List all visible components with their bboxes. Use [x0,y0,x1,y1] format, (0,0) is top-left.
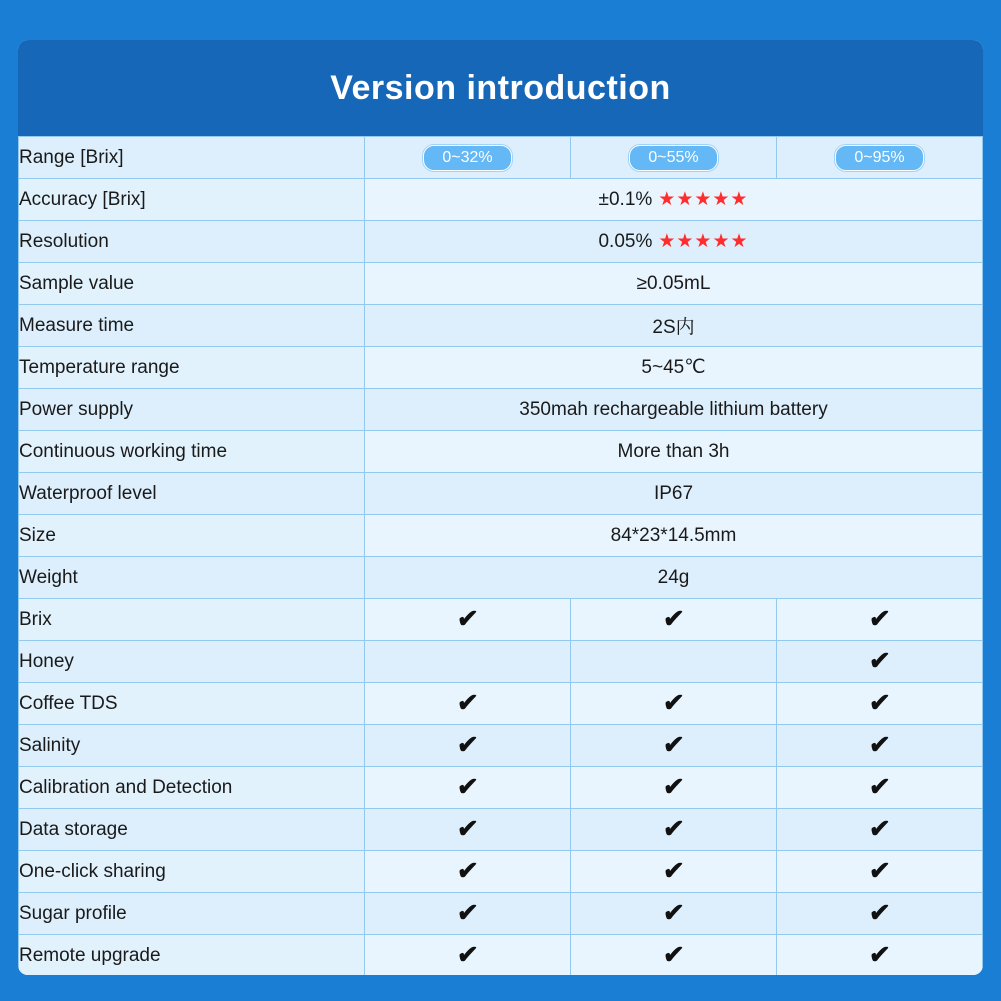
feature-cell-2 [571,851,777,893]
feature-cell-3 [777,809,983,851]
table-row-resolution [19,221,983,263]
check-icon: ✔ [867,856,892,885]
feature-cell-3 [777,599,983,641]
feature-cell-2 [571,683,777,725]
range-badge: 0~32% [423,145,511,171]
rating-stars: ★★★★★ [658,189,749,210]
feature-cell-3 [777,935,983,976]
row-value: 24g [365,557,983,599]
table-row-calibration-and-detection [19,767,983,809]
row-value: 350mah rechargeable lithium battery [365,389,983,431]
check-icon: ✔ [867,814,892,843]
table-row-accuracy [19,179,983,221]
row-label: Power supply [19,389,365,431]
feature-cell-3 [777,641,983,683]
row-value: 5~45℃ [365,347,983,389]
table-row-size [19,515,983,557]
feature-cell-3 [777,683,983,725]
spec-sheet-panel [18,40,983,975]
check-icon: ✔ [661,940,686,969]
table-row-range [19,137,983,179]
row-value: ≥0.05mL [365,263,983,305]
table-body [19,137,983,976]
check-icon: ✔ [867,772,892,801]
check-icon: ✔ [661,814,686,843]
feature-cell-2 [571,893,777,935]
check-icon: ✔ [661,772,686,801]
feature-cell-2 [571,641,777,683]
feature-cell-3 [777,893,983,935]
check-icon: ✔ [867,940,892,969]
feature-cell-1 [365,683,571,725]
feature-cell-1 [365,935,571,976]
check-icon: ✔ [455,772,480,801]
check-icon: ✔ [455,898,480,927]
row-label: Weight [19,557,365,599]
row-label: Measure time [19,305,365,347]
check-icon: ✔ [455,940,480,969]
feature-cell-3 [777,767,983,809]
check-icon: ✔ [661,898,686,927]
table-row-remote-upgrade [19,935,983,976]
row-label: Accuracy [Brix] [19,179,365,221]
feature-cell-1 [365,599,571,641]
row-label: Sugar profile [19,893,365,935]
range-cell-2 [571,137,777,179]
check-icon: ✔ [867,688,892,717]
row-value: More than 3h [365,431,983,473]
feature-cell-1 [365,809,571,851]
feature-cell-1 [365,725,571,767]
table-row-continuous-working-time [19,431,983,473]
check-icon: ✔ [661,688,686,717]
table-row-data-storage [19,809,983,851]
feature-cell-2 [571,725,777,767]
feature-cell-3 [777,851,983,893]
table-row-brix [19,599,983,641]
feature-cell-3 [777,725,983,767]
row-value: 84*23*14.5mm [365,515,983,557]
feature-cell-2 [571,809,777,851]
specification-table [18,136,983,975]
row-label: Sample value [19,263,365,305]
feature-cell-1 [365,641,571,683]
value-text: 0.05% [598,231,653,252]
check-icon: ✔ [455,730,480,759]
table-row-power-supply [19,389,983,431]
row-label: Honey [19,641,365,683]
table-row-weight [19,557,983,599]
table-row-temperature-range [19,347,983,389]
range-badge: 0~95% [835,145,923,171]
check-icon: ✔ [455,604,480,633]
page-title: Version introduction [330,68,671,107]
row-label: Range [Brix] [19,137,365,179]
table-row-honey [19,641,983,683]
row-value [365,221,983,263]
row-label: Brix [19,599,365,641]
check-icon: ✔ [867,604,892,633]
row-label: Resolution [19,221,365,263]
row-label: Waterproof level [19,473,365,515]
range-cell-3 [777,137,983,179]
row-label: Temperature range [19,347,365,389]
row-label: Data storage [19,809,365,851]
check-icon: ✔ [867,730,892,759]
table-row-measure-time [19,305,983,347]
row-label: Salinity [19,725,365,767]
row-value: 2S内 [365,305,983,347]
check-icon: ✔ [455,856,480,885]
feature-cell-2 [571,767,777,809]
row-label: Continuous working time [19,431,365,473]
row-label: One-click sharing [19,851,365,893]
row-value: IP67 [365,473,983,515]
table-row-sample-value [19,263,983,305]
row-label: Coffee TDS [19,683,365,725]
value-text: ±0.1% [598,189,653,210]
check-icon: ✔ [661,604,686,633]
feature-cell-1 [365,893,571,935]
table-row-one-click-sharing [19,851,983,893]
table-row-waterproof-level [19,473,983,515]
row-label: Remote upgrade [19,935,365,976]
feature-cell-2 [571,935,777,976]
check-icon: ✔ [867,898,892,927]
check-icon: ✔ [661,856,686,885]
feature-cell-1 [365,767,571,809]
range-badge: 0~55% [629,145,717,171]
check-icon: ✔ [661,730,686,759]
table-row-sugar-profile [19,893,983,935]
title-bar [18,40,983,136]
check-icon: ✔ [455,688,480,717]
range-cell-1 [365,137,571,179]
table-row-salinity [19,725,983,767]
feature-cell-2 [571,599,777,641]
row-label: Size [19,515,365,557]
row-value [365,179,983,221]
check-icon: ✔ [867,646,892,675]
feature-cell-1 [365,851,571,893]
table-row-coffee-tds [19,683,983,725]
row-label: Calibration and Detection [19,767,365,809]
rating-stars: ★★★★★ [658,231,749,252]
check-icon: ✔ [455,814,480,843]
